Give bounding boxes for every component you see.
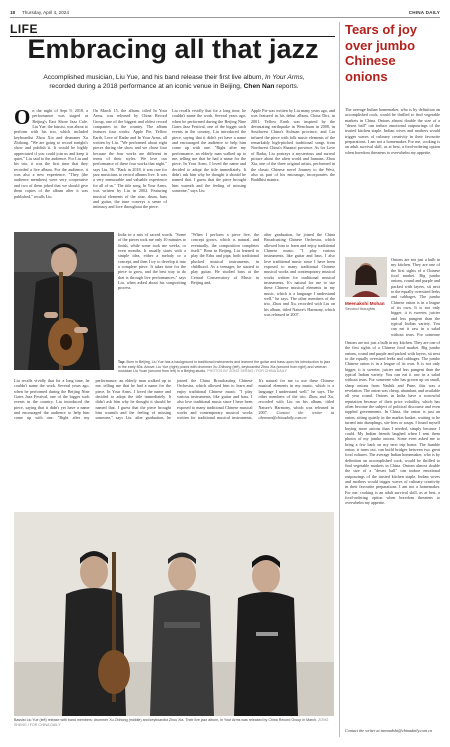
article-column-lower-2 bbox=[118, 232, 186, 356]
article-column-1 bbox=[14, 108, 88, 230]
photo-credit: PHOTOS BY ZONG SHENG / FOR CHINA DAILY bbox=[207, 369, 287, 374]
column-text: The average Indian homemaker, who is by definition an accomplished cook, would be thrilled to find vegetable markets in China. Onions almost double the size of a "desert ball" can induce emotional outpourings of the trusted kitchen staple. Indian wives and mothers would trigger waves of culinary creativity in their favourite preparations. I am not a homemaker. For me, cooking is an adult survival skill, as at best, a food-ordering option when boredom threatens to overwhelm my appetite. bbox=[345, 452, 440, 506]
column-text: India in a mix of sacred words. "Some of the pieces took me only 10 minutes to finish, while some took me weeks, or even months. It usually starts with a simple idea, either a melody or a concept, and then I try to develop it into a complete piece. It takes time for the piece to grow, and the best way to do that is through live performances," says Liu, when asked about his songwriting process. bbox=[118, 232, 186, 291]
sidebar-body-narrow bbox=[391, 257, 440, 337]
photo-credit: ZONG SHENG / FOR CHINA DAILY bbox=[14, 718, 329, 727]
author-box bbox=[345, 257, 387, 337]
article-continuation bbox=[14, 378, 334, 506]
subhead-end: reports. bbox=[274, 82, 299, 90]
column-text: Onions are not just a bulb in my kitchen. They are one of the first sights of a Chinese food market. Big jumbo onions, round and purple and packed with layers, sit next to the equally oversized leeks and cabbages. The jumbo Chinese onion is in a league of its own. It is not only bigger, it is sweeter, juicier and less pungent than the typical Indian variety. You can eat it raw in a salad without tears. For someone who has grown up on small, sharp onions from Nashik and Pune, this was a revelation. The onion was cheap, abundant, and available all year round. Onions in India have a sorrowful reputation because of their price volatility, which has often become the subject of political discourse and even toppled governments. In China, the onion is just an onion, sitting quietly in the market basket, waiting to be turned into dumplings, stir-fries or soups. I found myself buying more onions than I needed, simply because I could. My Indian friends laughed when I sent them photos of my jumbo onions. Some even asked me to bring a few back on my next trip home. The humble onion, it turns out, can build bridges between two great food cultures. bbox=[345, 340, 440, 458]
masthead-bar bbox=[10, 10, 440, 20]
column-text: Liu recalls vividly that for a long time, he couldn't name the work. Several years ago, when he performed during the Beijing Nine Gates Jazz Festival, one of the bigger such events in the country, Liu introduced the piece, saying that it didn't yet have a name and encouraged the audience to help him come up with one. "Right after my performance, an elderly man walked up to me, telling me that he had a name for the piece, In Your Arms. I loved the name and decided to adopt the title immediately. It didn't ask him why he thought it should be named that. I guess that the piece brought him warmth and the feeling of missing someone," says Liu. bbox=[172, 108, 246, 194]
album-title: In Your Arms bbox=[265, 74, 303, 81]
article-column-lower-3 bbox=[191, 232, 259, 356]
caption-text: Born in Beijing, Liu Yue has a background in traditional instruments and learned the guitar and bass upon his introduction to jazz in the early 80s. Above: Liu Yue (right) poses with drummer Xu Zhihong (left), keyboardist Zhou Xia (second from right) and veteran musician Liu Yuan (second from left) in a Beijing studio. bbox=[118, 360, 331, 374]
column-text: Apple Pie was written by Liu many years ago, and was featured in his debut album, China Dirt, in 2001. Yellow Earth was inspired by the devastating earthquake in Wenchuan in 2008, in Southwest China's Sichuan province, and Liu infused the piece with folk music elements of the remarkably high-pitched traditional songs from Northwest China's Shaanxi province. As for Love of Radar, Liu portrays a mysterious and surreal picture about the alien world and humans. Zhou Xia, one of the three original artists, performed in the classic Chinese novel Journey to the West, also as part of his entourage, incorporates the Buddhist mantra. bbox=[251, 108, 335, 183]
article-subhead bbox=[36, 74, 312, 91]
top-photo-caption bbox=[118, 360, 333, 374]
main-photo-caption bbox=[14, 718, 334, 727]
article-column-2 bbox=[93, 108, 167, 230]
subhead-text-2: , recorded during a 2018 performance at an iconic venue in Beijing, bbox=[49, 74, 305, 90]
column-name: Second thoughts bbox=[345, 306, 376, 311]
column-text: On March 15, the album, titled In Your Arms, was released by China Record Group, one of the biggest and oldest record companies in the country. The album features four works: Apple Pie, Yellow Earth, Love of Radar and In Your Arms, all written by Liu. "We performed about eight pieces during the show and we chose four because the four works are different in terms of their styles. We love our performance of these four works that night," says Liu, 56. "Back in 2018, it was rare for jazz musicians to record albums live. It was a very memorable and valuable experience for all of us." The title song, In Your Arms, was written by Liu in 2002. Featuring musical elements of the sitar, drum, bass and guitar, the tune conveys a sense of intimacy and love throughout the piece. bbox=[93, 108, 167, 210]
column-text: n the night of Sept 9, 2018, a performance was staged at Beijing's East Shore Jazz Cafe. Liu Yue, the bassist, was about to perform with his trio, which included keyboardist Zhou Xia and drummer Xu Zhihong. "We are going to record tonight's show and publish it. It would be highly appreciated if you could join us and keep it quiet," Liu said to the audience. For Liu and his trio, it was the first time that they recorded a live album. For the audience, it was also a new experience. "They (the audience members) were very cooperative and two of them joked that we should give them copies of the album after it was published," recalls Liu. bbox=[14, 108, 88, 199]
column-text: after graduation, he joined the China Broadcasting Chinese Orchestra, which allowed him to learn and enjoy traditional Chinese music. "I play various instruments, like guitar and bass. I also love traditional music since I have been exposed to many traditional Chinese musical works and contemporary musical works written for traditional musical instruments. It's natural for me to use these Chinese musical elements in my music, which is a language I understand well," he says. The other members of the trio, Zhou and Xu, recorded with Liu on his album, titled Nature's Harmony, which was released in 2007. bbox=[135, 378, 334, 421]
column-text: Onions are not just a bulb in my kitchen. They are one of the first sights of a Chinese food market. Big jumbo onions, round and purple and packed with layers, sit next to the equally oversized leeks and cabbages. The jumbo Chinese onion is in a league of its own. It is not only bigger, it is sweeter, juicier and less pungent than the typical Indian variety. You can eat it raw in a salad without tears. For someone bbox=[391, 257, 440, 337]
author-name: Meenakshi Mohan bbox=[345, 301, 385, 306]
column-text: "When I perform a piece live, the concept grows, which is natural, and eventually, the composition completes itself." Born in Beijing, Liu learned to play the Erhu and pipa, both traditional plucked musical instruments, in childhood. As a teenager, he started to play guitar. He studied bass at the Central Conservatory of Music in Beijing and, bbox=[191, 232, 259, 286]
drop-cap: O bbox=[14, 108, 31, 129]
column-text: after graduation, he joined the China Broadcasting Chinese Orchestra, which allowed him to learn and enjoy traditional Chinese music. "I play various instruments, like guitar and bass. I also love traditional music since I have been exposed to many traditional Chinese musical works and contemporary musical works written for traditional musical instruments. It's natural for me to use these Chinese musical elements in my music, which is a language I understand well," he says. The other members of the trio, Zhou and Xu, recorded with Liu on his album, titled Nature's Harmony, which was released in 2007. bbox=[264, 232, 335, 318]
issue-date: Thursday, April 4, 2024 bbox=[22, 10, 69, 15]
photo-liu-yue-portrait bbox=[14, 232, 114, 370]
sidebar-intro bbox=[345, 107, 440, 254]
caption-text: Bassist Liu Yue (left) release with band members: drummer Xu Zhihong (middle) and keyboardist Zhou Xia. Their live jazz album, In Your Arms was released by China Record Group in March. bbox=[14, 718, 318, 722]
caption-lead: Top: bbox=[118, 360, 126, 364]
author-photo bbox=[345, 257, 387, 297]
article-column-lower-4 bbox=[264, 232, 335, 356]
page-number: 18 bbox=[10, 10, 16, 15]
article-headline: Embracing all that jazz bbox=[27, 34, 319, 64]
article-column-4 bbox=[251, 108, 335, 228]
column-text: Liu recalls vividly that for a long time, he couldn't name the work. Several years ago, when he performed during the Beijing Nine Gates Jazz Festival, one of the bigger such events in the country, Liu introduced the piece, saying that it didn't yet have a name and encouraged the audience to help him come up with one. "Right after my performance, an elderly man walked up to me, telling me that he had a name for the piece, In Your Arms. I loved the name and decided to adopt the title immediately. It didn't ask him why he thought it should be named that. I guess that the piece brought him warmth and the feeling of missing someone," says Liu. bbox=[14, 378, 171, 421]
sidebar-contact: Contact the writer at meenakshi@chinadaily.com.cn bbox=[345, 728, 433, 733]
sidebar-headline: Tears of joy over jumbo Chinese onions bbox=[345, 22, 418, 84]
sidebar-body bbox=[345, 340, 440, 726]
section-label: LIFE bbox=[10, 22, 38, 36]
sidebar-divider bbox=[339, 22, 340, 737]
article-column-3 bbox=[172, 108, 246, 230]
subhead-text: Accomplished musician, Liu Yue, and his band release their first live album, bbox=[43, 74, 264, 81]
article-contact: Contact the writer at chennan@chinadaily.com.cn bbox=[258, 410, 334, 421]
column-text: The average Indian homemaker, who is by definition an accomplished cook, would be thrilled to find vegetable markets in China. Onions almost double the size of a "desert ball" can induce emotional outpourings of the trusted kitchen staple. Indian wives and mothers would trigger waves of culinary creativity in their favourite preparations. I am not a homemaker. For me, cooking is an adult survival skill, as at best, a food-ordering option when boredom threatens to overwhelm my appetite. bbox=[345, 107, 440, 155]
photo-band-trio bbox=[14, 512, 334, 716]
header-rule bbox=[10, 17, 440, 18]
newspaper-logo: CHINA DAILY bbox=[408, 10, 440, 15]
byline: Chen Nan bbox=[243, 82, 275, 90]
